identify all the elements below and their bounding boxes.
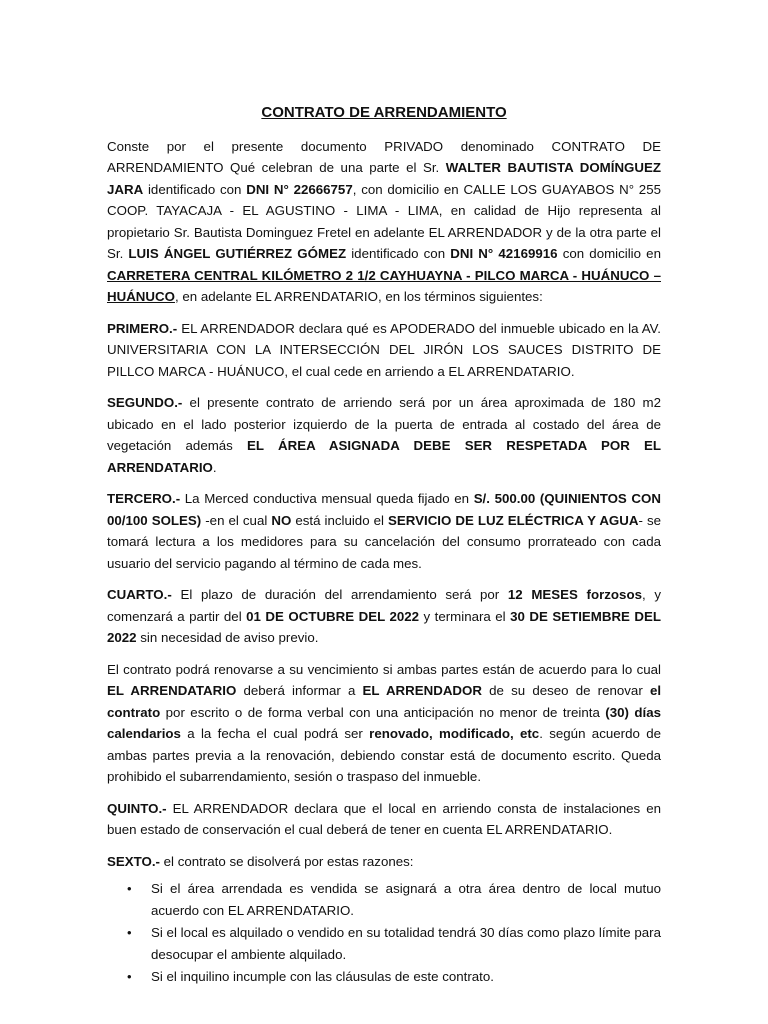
intro-text-1: Conste por el presente documento PRIVADO denominado CONTRATO DE ARRENDAMIENTO Qué celebran de una parte el Sr. [107, 138, 661, 175]
clause-tercero-text-4: - se tomará lectura a los medidores para su cancelación del consumo prorrateado con cada usuario del servicio pagando al término de cada mes. [107, 512, 661, 571]
clause-tercero-no: NO [271, 512, 292, 528]
intro-text-5: con domicilio en [557, 246, 661, 261]
clause-cuarto-text-4: sin necesidad de aviso previo. [136, 630, 319, 645]
landlord-name: WALTER BAUTISTA DOMÍNGUEZ JARA [107, 160, 661, 197]
renewal-text-1: El contrato podrá renovarse a su vencimiento si ambas partes están de acuerdo para lo cual [107, 661, 661, 677]
renewal-bold-2: EL ARRENDADOR [362, 683, 482, 698]
clause-sexto-label: SEXTO.- [107, 853, 160, 869]
list-item-text: Si el local es alquilado o vendido en su totalidad tendrá 30 días como plazo límite para desocupar el ambiente alquilado. [151, 925, 661, 962]
clause-sexto-text: el contrato se disolverá por estas razones: [159, 853, 414, 869]
clause-primero-text: EL ARRENDADOR declara qué es APODERADO del inmueble ubicado en la AV. UNIVERSITARIA CON LA INTERSECCIÓN DEL JIRÓN LOS SAUCES DISTRITO DE PILLCO MARCA - HUÁNUCO, el cual cede en arriendo a EL ARRENDATARIO. [107, 320, 661, 379]
utilities-service: SERVICIO DE LUZ ELÉCTRICA Y AGUA [388, 512, 639, 528]
rent-amount: S/. 500.00 (QUINIENTOS CON 00/100 SOLES) [107, 491, 661, 528]
list-item-text: Si el área arrendada es vendida se asignará a otra área dentro de local mutuo acuerdo con EL ARRENDATARIO. [151, 881, 661, 918]
clause-cuarto [107, 584, 661, 649]
tenant-address: CARRETERA CENTRAL KILÓMETRO 2 1/2 CAYHUAYNA - PILCO MARCA - HUÁNUCO – HUÁNUCO [107, 267, 661, 304]
renewal-bold-3: el contrato [107, 683, 662, 720]
clause-primero [107, 318, 661, 383]
clause-quinto [107, 798, 661, 841]
tenant-dni: DNI N° 42169916 [450, 246, 558, 261]
intro-text-4: identificado con [346, 246, 451, 261]
clause-tercero-text-3: está incluido el [291, 512, 389, 528]
clause-segundo [107, 392, 661, 478]
clause-cuarto-label: CUARTO.- [107, 587, 172, 602]
clause-tercero [107, 488, 661, 574]
clause-segundo-text: el presente contrato de arriendo será por un área aproximada de 180 m2 ubicado en el lado posterior izquierdo de la puerta de entrada al costado del área de vegetación además [107, 395, 661, 453]
renewal-bold-5: renovado, modificado, etc [369, 726, 540, 741]
intro-text-2: identificado con [143, 181, 247, 197]
clause-cuarto-text-2: , y comenzará a partir del [107, 587, 661, 624]
renewal-text-3: de su deseo de renovar [482, 683, 650, 698]
document-body [107, 102, 661, 989]
clause-quinto-text: EL ARRENDADOR declara que el local en arriendo consta de instalaciones en buen estado de conservación el cual deberá de tener en cuenta EL ARRENDATARIO. [107, 800, 661, 837]
list-item [127, 878, 661, 921]
termination-reasons-list [107, 878, 661, 988]
renewal-text-6: . según acuerdo de ambas partes previa a la renovación, debiendo constar está de documento escrito. Queda prohibido el subarrendamiento, sesión o traspaso del inmueble. [107, 726, 661, 784]
list-item [127, 966, 661, 988]
clause-segundo-end: . [212, 459, 217, 475]
lease-end-date: 30 DE SETIEMBRE DEL 2022 [107, 608, 662, 645]
renewal-text-2: deberá informar a [236, 683, 363, 698]
renewal-paragraph [107, 659, 661, 788]
renewal-text-4: por escrito o de forma verbal con una anticipación no menor de treinta [160, 704, 606, 720]
list-item [127, 922, 661, 965]
bullet-icon: • [127, 969, 132, 984]
clause-cuarto-text-3: y terminara el [419, 608, 511, 624]
renewal-text-5: a la fecha el cual podrá ser [180, 726, 370, 741]
clause-quinto-label: QUINTO.- [107, 800, 167, 816]
lease-term: 12 MESES forzosos [507, 587, 642, 602]
clause-segundo-bold: EL ÁREA ASIGNADA DEBE SER RESPETADA POR EL ARRENDATARIO [107, 438, 661, 475]
renewal-bold-4: (30) días calendarios [107, 704, 661, 741]
intro-text-3: , con domicilio en CALLE LOS GUAYABOS N° 255 COOP. TAYACAJA - EL AGUSTINO - LIMA - LIMA, en calidad de Hijo representa al propietario Sr. Bautista Dominguez Fretel en adelante EL ARRENDADOR y de la otra parte el Sr. [107, 181, 661, 261]
landlord-dni: DNI N° 22666757 [246, 181, 353, 197]
clause-tercero-text-1: La Merced conductiva mensual queda fijado en [180, 491, 474, 506]
intro-paragraph [107, 136, 661, 308]
renewal-bold-1: EL ARRENDATARIO [107, 683, 237, 698]
clause-cuarto-text-1: El plazo de duración del arrendamiento será por [171, 587, 508, 602]
bullet-icon: • [127, 881, 132, 896]
tenant-name: LUIS ÁNGEL GUTIÉRREZ GÓMEZ [128, 246, 347, 261]
document-title: CONTRATO DE ARRENDAMIENTO [261, 104, 507, 121]
clause-segundo-label: SEGUNDO.- [107, 395, 183, 410]
clause-sexto [107, 851, 661, 873]
clause-tercero-label: TERCERO.- [107, 491, 181, 506]
lease-start-date: 01 DE OCTUBRE DEL 2022 [246, 608, 420, 624]
intro-text-6: , en adelante EL ARRENDATARIO, en los términos siguientes: [174, 289, 543, 304]
clause-primero-label: PRIMERO.- [107, 320, 178, 336]
list-item-text: Si el inquilino incumple con las cláusulas de este contrato. [151, 969, 494, 984]
clause-tercero-text-2: -en el cual [201, 512, 272, 528]
bullet-icon: • [127, 925, 132, 940]
